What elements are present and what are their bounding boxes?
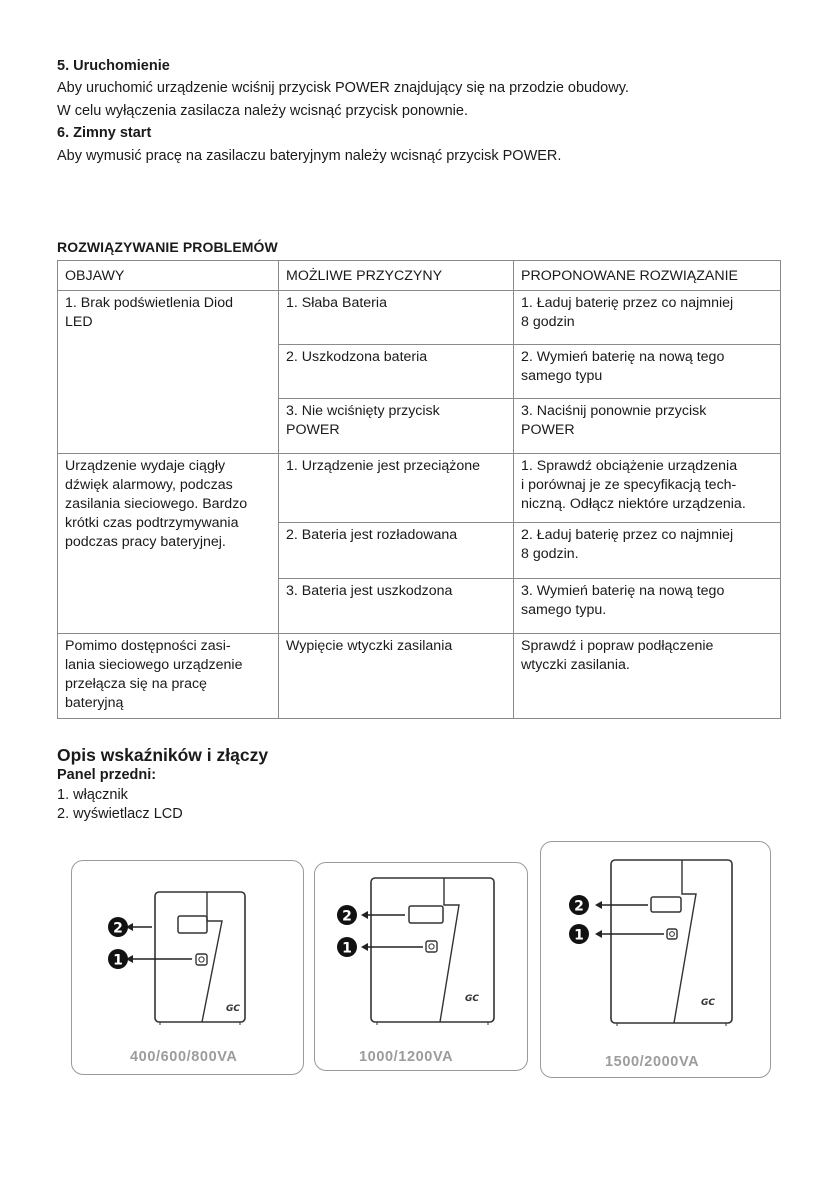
ups-figure-large (540, 841, 771, 1078)
model-label-small: 400/600/800VA (130, 1049, 238, 1065)
lcd-display (651, 897, 681, 912)
callout-2-number: 2 (574, 898, 584, 915)
symptom-cell: 1. Brak podświetlenia Diod LED (58, 291, 279, 454)
power-button (196, 954, 207, 965)
symptom-cell: Urządzenie wydaje ciągły dźwięk alarmowy, podczas zasilania sieciowego. Bardzo krótki czas podtrzymywania podczas pracy bateryjnej. (58, 454, 279, 634)
ups-panel-line (440, 878, 459, 1022)
indicator-item-lcd: 2. wyświetlacz LCD (57, 806, 183, 822)
cause-cell: 3. Bateria jest uszkodzona (279, 579, 514, 634)
cause-cell: 2. Uszkodzona bateria (279, 345, 514, 399)
indicator-item-switch: 1. włącznik (57, 787, 128, 803)
indicators-title: Opis wskaźników i złączy (57, 745, 269, 765)
table-row (58, 454, 781, 523)
power-button (426, 941, 437, 952)
section-6-title: 6. Zimny start (57, 125, 152, 141)
ups-diagram (541, 842, 770, 1077)
ups-figure-medium (314, 862, 528, 1071)
table-header-row (58, 261, 781, 291)
cause-cell: Wypięcie wtyczki zasilania (279, 634, 514, 719)
lcd-display (178, 916, 207, 933)
section-5-title: 5. Uruchomienie (57, 58, 170, 74)
lcd-display (409, 906, 443, 923)
header-solutions: PROPONOWANE ROZWIĄZANIE (514, 261, 781, 291)
arrow-icon (361, 943, 368, 951)
callout-1-number: 1 (574, 927, 584, 944)
ups-panel-line (202, 892, 222, 1022)
header-causes: MOŻLIWE PRZYCZYNY (279, 261, 514, 291)
solution-cell: Sprawdź i popraw podłączenie wtyczki zasilania. (514, 634, 781, 719)
power-button (667, 929, 677, 939)
ups-panel-line (674, 860, 696, 1023)
solution-cell: 1. Ładuj baterię przez co najmniej 8 godzin (514, 291, 781, 345)
model-label-medium: 1000/1200VA (359, 1049, 454, 1065)
ups-figure-small (71, 860, 304, 1075)
callout-1-number: 1 (342, 940, 352, 957)
cause-cell: 2. Bateria jest rozładowana (279, 523, 514, 579)
solution-cell: 1. Sprawdź obciążenie urządzenia i porównaj je ze specyfikacją tech- niczną. Odłącz niektóre urządzenia. (514, 454, 781, 523)
arrow-icon (595, 930, 602, 938)
model-label-large: 1500/2000VA (605, 1054, 700, 1070)
gc-logo-text: GC (465, 994, 479, 1004)
solution-cell: 2. Wymień baterię na nową tego samego typu (514, 345, 781, 399)
power-icon (429, 944, 434, 949)
arrow-icon (595, 901, 602, 909)
section-6-line-1: Aby wymusić pracę na zasilaczu bateryjnym należy wcisnąć przycisk POWER. (57, 148, 562, 164)
solution-cell: 3. Wymień baterię na nową tego samego typu. (514, 579, 781, 634)
power-icon (670, 932, 675, 937)
troubleshooting-title: ROZWIĄZYWANIE PROBLEMÓW (57, 239, 278, 255)
power-icon (199, 957, 204, 962)
gc-logo-text: GC (701, 998, 715, 1008)
solution-cell: 3. Naciśnij ponownie przycisk POWER (514, 399, 781, 454)
table-row (58, 634, 781, 719)
callout-1-number: 1 (113, 952, 123, 969)
section-5-line-1: Aby uruchomić urządzenie wciśnij przycisk POWER znajdujący się na przodzie obudowy. (57, 80, 629, 96)
ups-diagram (315, 863, 527, 1070)
symptom-cell: Pomimo dostępności zasi- lania sieciowego urządzenie przełącza się na pracę bateryjną (58, 634, 279, 719)
troubleshooting-table (57, 260, 781, 719)
callout-2-number: 2 (113, 920, 123, 937)
callout-2-number: 2 (342, 908, 352, 925)
cause-cell: 3. Nie wciśnięty przycisk POWER (279, 399, 514, 454)
ups-diagram (72, 861, 303, 1074)
header-symptoms: OBJAWY (58, 261, 279, 291)
arrow-icon (361, 911, 368, 919)
gc-logo-text: GC (226, 1004, 240, 1014)
front-panel-title: Panel przedni: (57, 767, 157, 783)
section-5-line-2: W celu wyłączenia zasilacza należy wcisnąć przycisk ponownie. (57, 103, 468, 119)
cause-cell: 1. Słaba Bateria (279, 291, 514, 345)
solution-cell: 2. Ładuj baterię przez co najmniej 8 godzin. (514, 523, 781, 579)
cause-cell: 1. Urządzenie jest przeciążone (279, 454, 514, 523)
table-row (58, 291, 781, 345)
